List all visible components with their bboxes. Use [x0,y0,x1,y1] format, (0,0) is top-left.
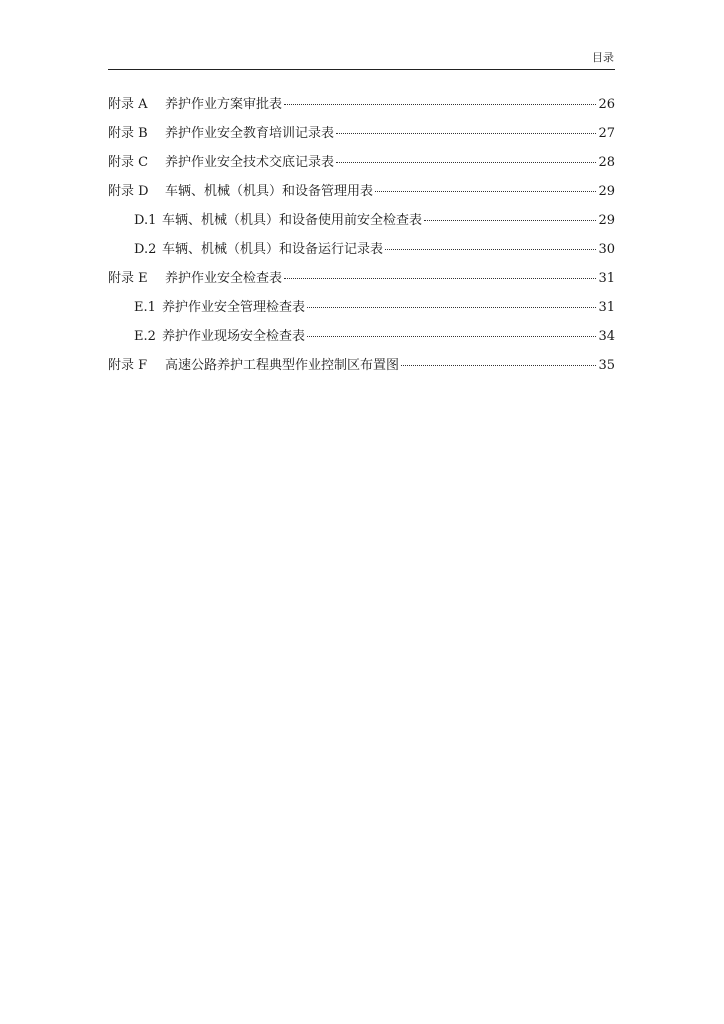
toc-entry-page-number: 29 [598,213,615,228]
toc-entry[interactable] [108,293,615,322]
toc-entry-label: 附录 D [108,184,149,199]
toc-entry[interactable] [108,206,615,235]
table-of-contents [108,90,615,380]
toc-entry-title: 车辆、机械（机具）和设备运行记录表 [162,242,384,257]
toc-entry[interactable] [108,264,615,293]
toc-dot-leader [284,278,596,279]
toc-dot-leader [307,336,596,337]
toc-entry-label: E.1 [134,300,156,315]
toc-entry-label: 附录 E [108,271,148,286]
toc-entry-title: 养护作业安全技术交底记录表 [165,155,335,170]
toc-entry-page-number: 27 [598,126,615,141]
toc-entry-page-number: 34 [598,329,615,344]
toc-dot-leader [424,220,596,221]
toc-entry[interactable] [108,90,615,119]
toc-entry-title: 高速公路养护工程典型作业控制区布置图 [165,358,400,373]
toc-dot-leader [307,307,596,308]
toc-entry-label: 附录 B [108,126,148,141]
toc-entry[interactable] [108,119,615,148]
toc-dot-leader [401,365,596,366]
toc-entry-title: 养护作业现场安全检查表 [162,329,306,344]
toc-entry-title: 养护作业安全教育培训记录表 [165,126,335,141]
toc-dot-leader [336,133,596,134]
toc-entry-title: 养护作业安全检查表 [165,271,283,286]
toc-entry-page-number: 31 [598,300,615,315]
toc-entry-label: 附录 F [108,358,148,373]
page-header [108,47,615,70]
toc-dot-leader [336,162,596,163]
toc-entry-page-number: 29 [598,184,615,199]
toc-entry-title: 车辆、机械（机具）和设备管理用表 [165,184,374,199]
toc-entry[interactable] [108,177,615,206]
toc-entry-title: 养护作业安全管理检查表 [162,300,306,315]
toc-dot-leader [284,104,596,105]
toc-entry[interactable] [108,351,615,380]
toc-entry-title: 养护作业方案审批表 [165,97,283,112]
toc-dot-leader [385,249,596,250]
toc-entry-page-number: 31 [598,271,615,286]
toc-dot-leader [375,191,596,192]
toc-entry-label: 附录 C [108,155,149,170]
toc-entry-title: 车辆、机械（机具）和设备使用前安全检查表 [162,213,423,228]
toc-entry-label: 附录 A [108,97,148,112]
toc-entry[interactable] [108,322,615,351]
toc-entry-page-number: 26 [598,97,615,112]
toc-entry[interactable] [108,148,615,177]
toc-entry[interactable] [108,235,615,264]
toc-entry-label: D.2 [134,242,157,257]
toc-entry-label: D.1 [134,213,157,228]
toc-entry-page-number: 28 [598,155,615,170]
toc-entry-page-number: 35 [598,358,615,373]
toc-entry-page-number: 30 [598,242,615,257]
header-title: 目录 [592,51,614,64]
toc-entry-label: E.2 [134,329,156,344]
